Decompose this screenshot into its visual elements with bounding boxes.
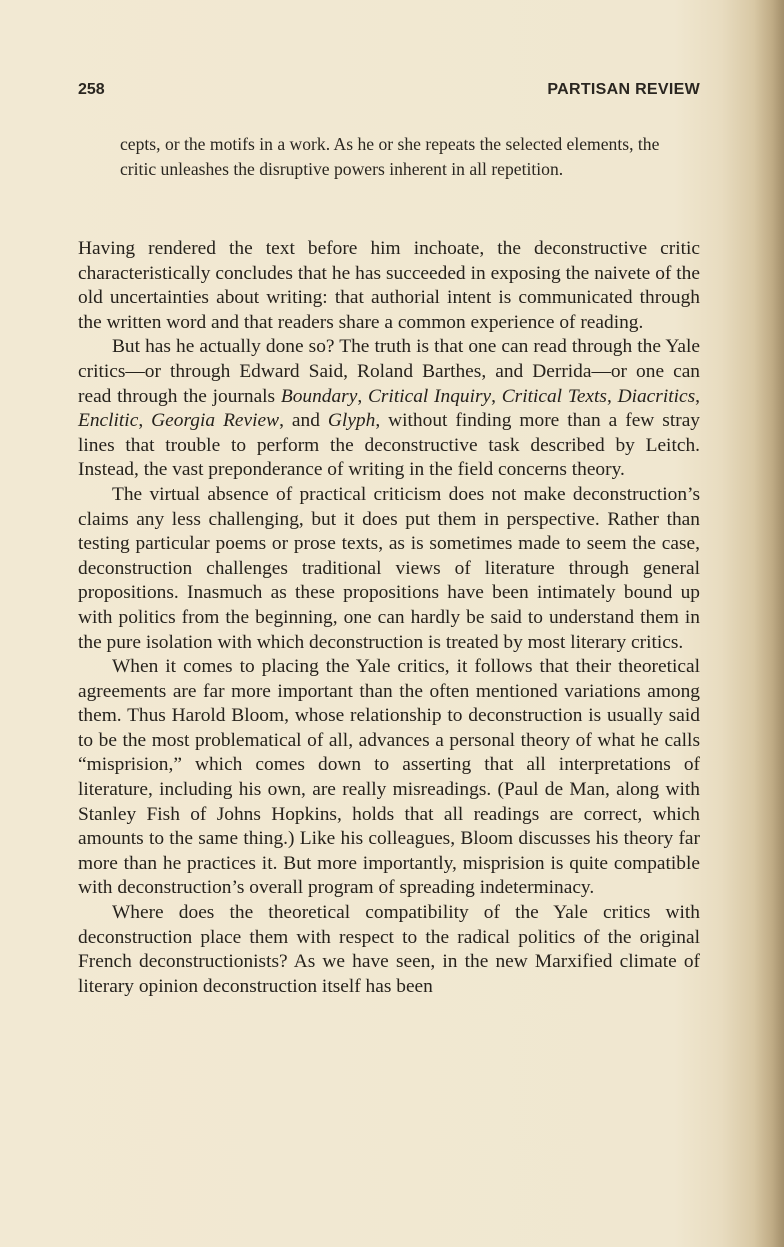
journal-title-enclitic: Enclitic <box>78 410 139 432</box>
paragraph-4: When it comes to placing the Yale critics, it follows that their theoretical agreements are far more important than the often mentioned variations among them. Thus Harold Bloom, whose relationship to deconstruction is usually said to be the most problematical of all, advances a personal theory of what he calls “misprision,” which comes down to asserting that all interpretations of literature, including his own, are really misreadings. (Paul de Man, along with Stanley Fish of Johns Hopkins, holds that all readings are correct, which amounts to the same thing.) Like his colleagues, Bloom discusses his theory far more than he practices it. But more importantly, misprision is quite compatible with deconstruction’s overall program of spreading indeterminacy. <box>78 656 700 899</box>
paragraph-2 <box>78 335 700 483</box>
block-quote: cepts, or the motifs in a work. As he or she repeats the selected elements, the critic unleashes the disruptive powers inherent in all repetition. <box>120 134 660 179</box>
journal-title-diacritics: Diacritics <box>617 385 696 407</box>
paragraph-2-before: But has he actually done so? The truth is that one can read through the Yale critics—or through Edward Said, Roland Barthes, and Derrida—or one can read through the journals <box>78 336 700 407</box>
page-edge-shadow <box>754 0 784 1247</box>
journal-separator: , <box>695 385 700 407</box>
paragraph-3: The virtual absence of practical criticism does not make deconstruction’s claims any less challenging, but it does put them in perspective. Rather than testing particular poems or prose texts, as is sometimes made to seem the case, deconstruction challenges traditional views of literature through general propositions. Inasmuch as these propositions have been intimately bound up with politics from the beginning, one can hardly be said to understand them in the pure isolation with which deconstruction is treated by most literary critics. <box>78 483 700 653</box>
journal-title-critical-inquiry: Critical Inquiry <box>367 385 492 407</box>
journal-title-glyph: Glyph <box>327 410 376 432</box>
journal-separator: , <box>357 385 368 407</box>
body-text <box>78 237 700 999</box>
journal-separator: , and <box>279 410 328 432</box>
journal-separator: , <box>138 410 152 432</box>
journal-title-georgia-review: Georgia Review <box>151 410 280 432</box>
page-number: 258 <box>78 81 105 98</box>
paragraph-5: Where does the theoretical compatibility of the Yale critics with deconstruction place them with respect to the radical politics of the original French deconstructionists? As we have seen, in the new Marxified climate of literary opinion deconstruction itself has been <box>78 902 700 997</box>
journal-separator: , <box>606 385 618 407</box>
journal-separator: , <box>491 385 502 407</box>
journal-title-critical-texts: Critical Texts <box>501 385 607 407</box>
journal-title-boundary: Boundary <box>280 385 358 407</box>
running-head: PARTISAN REVIEW <box>547 81 700 98</box>
paragraph-1: Having rendered the text before him inchoate, the deconstructive critic characteristically concludes that he has succeeded in exposing the naivete of the old uncertainties about writing: that authorial intent is communicated through the written word and that readers share a common experience of reading. <box>78 238 700 333</box>
page-header <box>78 81 700 107</box>
paragraph-2-after: , without finding more than a few stray lines that trouble to perform the deconstructive task described by Leitch. Instead, the vast preponderance of writing in the field concerns theory. <box>78 410 701 481</box>
